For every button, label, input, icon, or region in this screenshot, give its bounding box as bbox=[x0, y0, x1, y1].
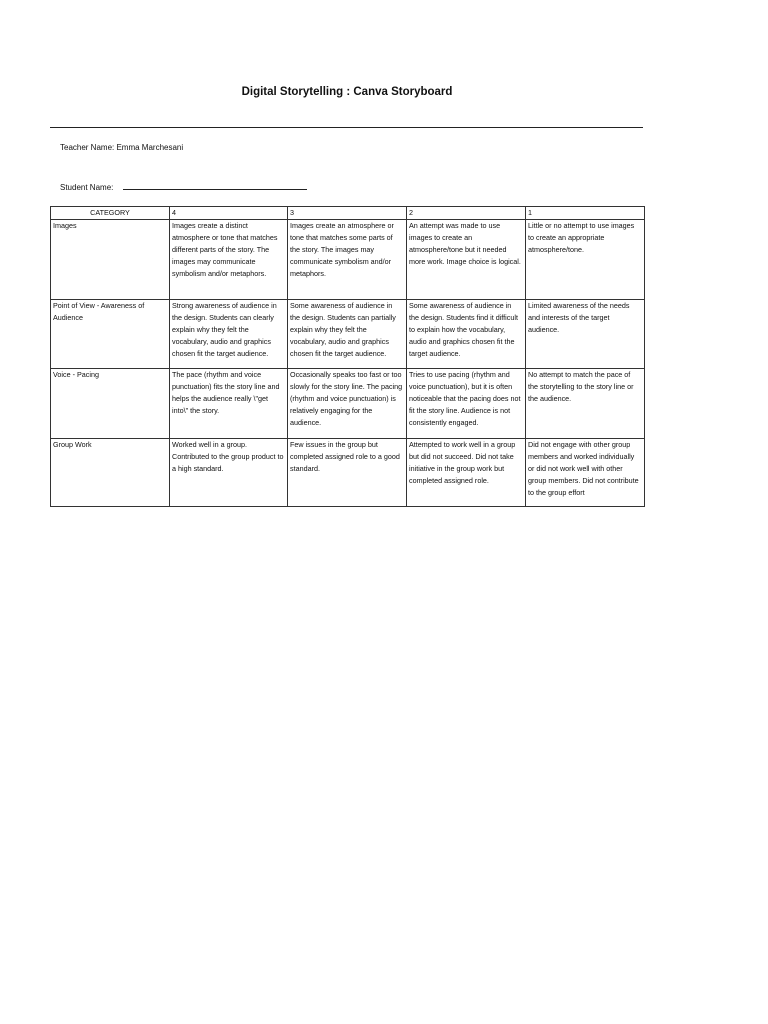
criteria-score-2: Tries to use pacing (rhythm and voice punctuation), but it is often noticeable that the pacing does not fit the story line. Audience is not consistently engaged. bbox=[407, 369, 526, 439]
header-score-2: 2 bbox=[407, 207, 526, 220]
student-name-blank bbox=[123, 181, 307, 190]
criteria-score-1: Limited awareness of the needs and interests of the target audience. bbox=[526, 300, 645, 369]
document-title: Digital Storytelling : Canva Storyboard bbox=[241, 86, 453, 98]
header-score-4: 4 bbox=[170, 207, 288, 220]
criteria-score-4: Images create a distinct atmosphere or tone that matches different parts of the story. The images may communicate symbolism and/or metaphors. bbox=[170, 220, 288, 300]
table-row bbox=[51, 369, 645, 439]
row-category: Images bbox=[51, 220, 170, 300]
rubric-table bbox=[50, 206, 645, 507]
header-score-1: 1 bbox=[526, 207, 645, 220]
criteria-score-3: Images create an atmosphere or tone that matches some parts of the story. The images may communicate symbolism and/or metaphors. bbox=[288, 220, 407, 300]
header-category: CATEGORY bbox=[51, 207, 170, 220]
table-row bbox=[51, 439, 645, 507]
criteria-score-2: An attempt was made to use images to create an atmosphere/tone but it needed more work. Image choice is logical. bbox=[407, 220, 526, 300]
criteria-score-3: Some awareness of audience in the design. Students can partially explain why they felt the vocabulary, audio and graphics chosen fit the target audience. bbox=[288, 300, 407, 369]
row-category: Group Work bbox=[51, 439, 170, 507]
row-category: Point of View - Awareness of Audience bbox=[51, 300, 170, 369]
criteria-score-4: Worked well in a group. Contributed to the group product to a high standard. bbox=[170, 439, 288, 507]
criteria-score-4: The pace (rhythm and voice punctuation) fits the story line and helps the audience really \"get into\" the story. bbox=[170, 369, 288, 439]
header-score-3: 3 bbox=[288, 207, 407, 220]
student-name-label: Student Name: bbox=[60, 183, 114, 192]
criteria-score-2: Some awareness of audience in the design. Students find it difficult to explain how the vocabulary, audio and graphics chosen fit the target audience. bbox=[407, 300, 526, 369]
criteria-score-4: Strong awareness of audience in the design. Students can clearly explain why they felt the vocabulary, audio and graphics chosen fit the target audience. bbox=[170, 300, 288, 369]
criteria-score-1: No attempt to match the pace of the storytelling to the story line or the audience. bbox=[526, 369, 645, 439]
table-row bbox=[51, 300, 645, 369]
criteria-score-3: Few issues in the group but completed assigned role to a good standard. bbox=[288, 439, 407, 507]
teacher-name-line: Teacher Name: Emma Marchesani bbox=[60, 143, 184, 152]
row-category: Voice - Pacing bbox=[51, 369, 170, 439]
table-row bbox=[51, 220, 645, 300]
criteria-score-2: Attempted to work well in a group but did not succeed. Did not take initiative in the group work but completed assigned role. bbox=[407, 439, 526, 507]
criteria-score-3: Occasionally speaks too fast or too slowly for the story line. The pacing (rhythm and voice punctuation) is relatively engaging for the audience. bbox=[288, 369, 407, 439]
rubric-header-row bbox=[51, 207, 645, 220]
criteria-score-1: Little or no attempt to use images to create an appropriate atmosphere/tone. bbox=[526, 220, 645, 300]
title-divider bbox=[50, 127, 643, 128]
student-name-line bbox=[60, 181, 307, 192]
criteria-score-1: Did not engage with other group members and worked individually or did not work well with other group members. Did not contribute to the group effort bbox=[526, 439, 645, 507]
